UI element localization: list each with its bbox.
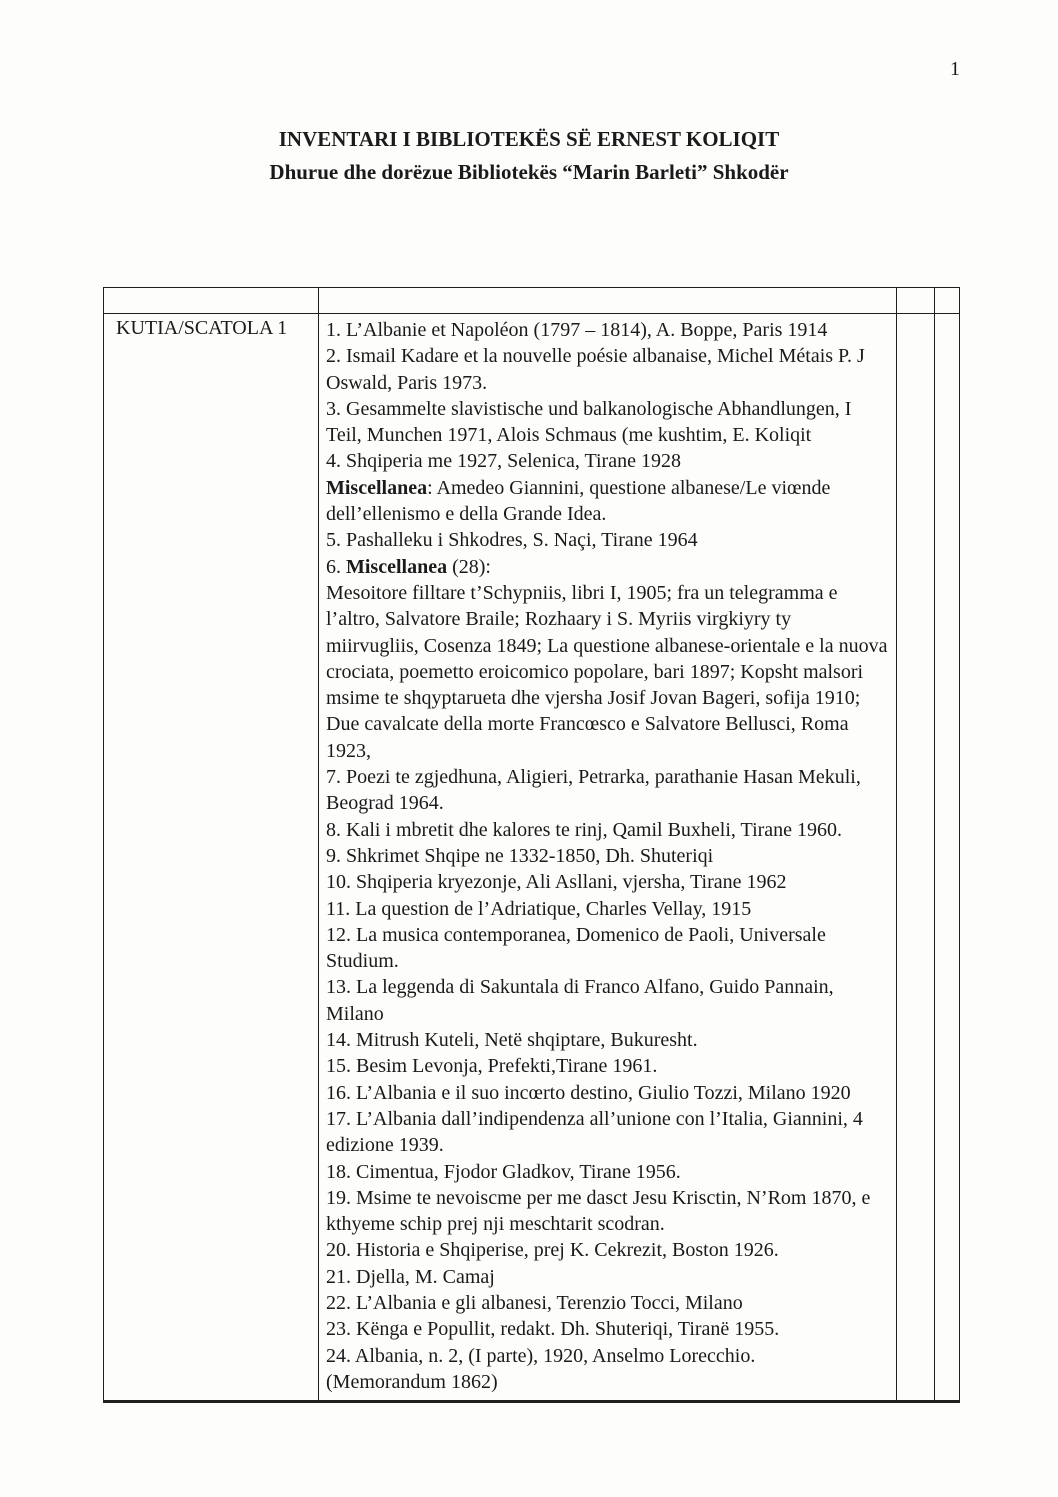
- header-cell-box: [104, 288, 319, 314]
- book-entry: 16. L’Albania e il suo incœrto destino, Giulio Tozzi, Milano 1920: [326, 1081, 851, 1104]
- book-entry: 23. Kënga e Popullit, redakt. Dh. Shuteriqi, Tiranë 1955.: [326, 1318, 780, 1341]
- book-entry: 20. Historia e Shqiperise, prej K. Cekrezit, Boston 1926.: [326, 1239, 779, 1262]
- document-subtitle: Dhurue dhe dorëzue Bibliotekës “Marin Barleti” Shkodër: [269, 160, 789, 184]
- book-entry: 3. Gesammelte slavistische und balkanologische Abhandlungen, I Teil, Munchen 1971, Alois Schmaus (me kushtim, E. Koliqit: [326, 397, 852, 447]
- book-entry: 22. L’Albania e gli albanesi, Terenzio Tocci, Milano: [326, 1291, 743, 1314]
- book-entry: 19. Msime te nevoiscme per me dasct Jesu Krisctin, N’Rom 1870, e kthyeme schip prej nji meschtarit scodran.: [326, 1186, 871, 1236]
- book-entry: 11. La question de l’Adriatique, Charles Vellay, 1915: [326, 897, 752, 920]
- book-entry: 12. La musica contemporanea, Domenico de Paoli, Universale Studium.: [326, 923, 826, 973]
- header-cell-aux-2: [935, 288, 960, 314]
- header-cell-aux-1: [897, 288, 935, 314]
- book-entry: 8. Kali i mbretit dhe kalores te rinj, Qamil Buxheli, Tirane 1960.: [326, 818, 843, 841]
- book-entry: 15. Besim Levonja, Prefekti,Tirane 1961.: [326, 1055, 658, 1078]
- book-entry: 21. Djella, M. Camaj: [326, 1265, 495, 1288]
- book-entry: Mesoitore filltare t’Schypniis, libri I, 1905; fra un telegramma e l’altro, Salvatore Braile; Rozhaary i S. Myriis virgkiyry ty miirvugliis, Cosenza 1849; La questione albanese-orientale e la nuova crociata, poemetto eroicomico popolare, bari 1897; Kopsht malsori msime te shqyptarueta dhe vjersha Josif Jovan Bageri, sofija 1910; Due cavalcate della morte Francœsco e Salvatore Bellusci, Roma 1923,: [326, 581, 888, 762]
- document-title: INVENTARI I BIBLIOTEKËS SË ERNEST KOLIQIT: [278, 127, 780, 151]
- aux-cell-1: [897, 314, 935, 1402]
- book-entry: Miscellanea: Amedeo Giannini, questione albanese/Le viœnde dell’ellenismo e della Grande Idea.: [326, 476, 831, 526]
- book-entry: (Memorandum 1862): [326, 1370, 498, 1393]
- box-label: KUTIA/SCATOLA 1: [116, 317, 288, 339]
- book-entry: 1. L’Albanie et Napoléon (1797 – 1814), A. Boppe, Paris 1914: [326, 319, 828, 341]
- book-entry: 2. Ismail Kadare et la nouvelle poésie albanaise, Michel Métais P. J Oswald, Paris 1973.: [326, 345, 865, 394]
- book-entry: 18. Cimentua, Fjodor Gladkov, Tirane 1956.: [326, 1160, 681, 1183]
- book-entry: 6. Miscellanea (28):: [326, 555, 491, 578]
- book-entry: 7. Poezi te zgjedhuna, Aligieri, Petrarka, parathanie Hasan Mekuli, Beograd 1964.: [326, 766, 861, 815]
- book-entry: 13. La leggenda di Sakuntala di Franco Alfano, Guido Pannain, Milano: [326, 976, 834, 1025]
- inventory-table: [103, 287, 960, 1403]
- box-label-cell: [104, 314, 319, 1402]
- table-row: [104, 314, 960, 1402]
- book-entry: 5. Pashalleku i Shkodres, S. Naçi, Tirane 1964: [326, 529, 698, 552]
- book-entry: 17. L’Albania dall’indipendenza all’unione con l’Italia, Giannini, 4 edizione 1939.: [326, 1107, 863, 1157]
- book-entry: 4. Shqiperia me 1927, Selenica, Tirane 1928: [326, 450, 681, 473]
- book-entry: 9. Shkrimet Shqipe ne 1332-1850, Dh. Shuteriqi: [326, 844, 714, 867]
- book-entries: [319, 314, 897, 1402]
- book-entry: 14. Mitrush Kuteli, Netë shqiptare, Bukuresht.: [326, 1029, 698, 1052]
- page-number: 1: [950, 58, 960, 80]
- document-header: [0, 123, 1058, 189]
- header-cell-titles: [319, 288, 897, 314]
- book-entry: 10. Shqiperia kryezonje, Ali Asllani, vjersha, Tirane 1962: [326, 871, 787, 894]
- table-header-row: [104, 288, 960, 314]
- book-entry: 24. Albania, n. 2, (I parte), 1920, Anselmo Lorecchio.: [326, 1344, 756, 1367]
- aux-cell-2: [935, 314, 960, 1402]
